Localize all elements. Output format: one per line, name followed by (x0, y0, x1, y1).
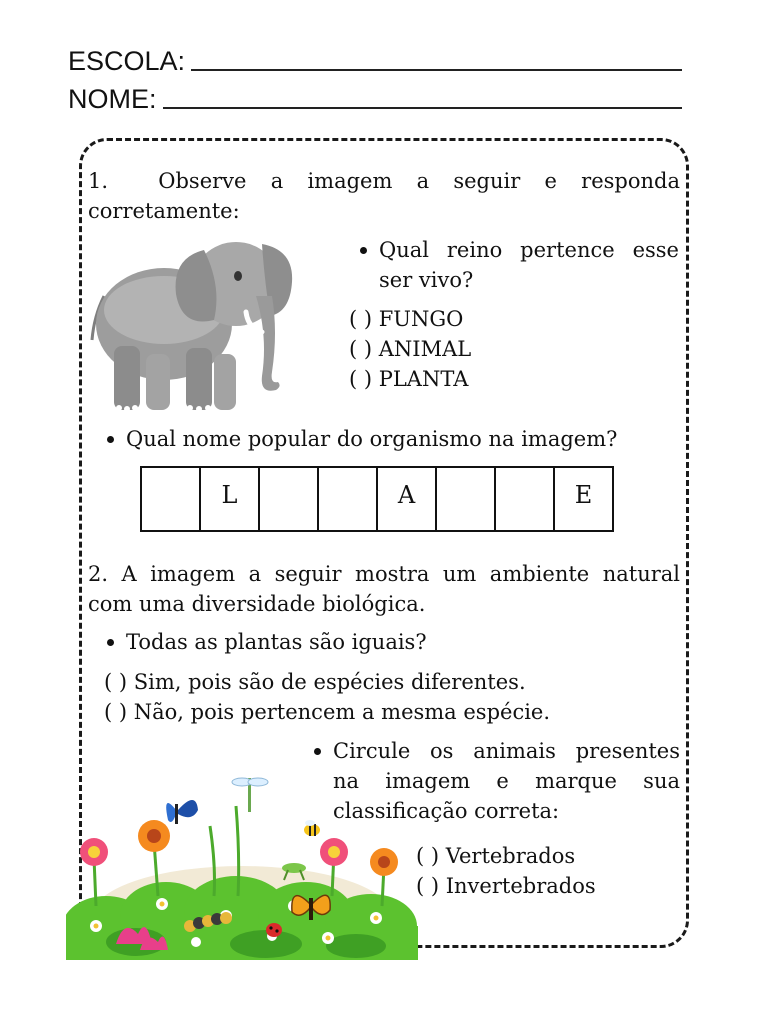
option-fungo[interactable]: ( ) FUNGO (349, 307, 464, 331)
word-cell[interactable] (494, 466, 555, 532)
school-label: ESCOLA: (68, 46, 186, 76)
orange-flower (370, 848, 398, 876)
word-cell[interactable] (435, 466, 496, 532)
bee-icon (304, 820, 320, 836)
elephant-leg (146, 354, 170, 410)
pink-flower (320, 838, 348, 866)
name-label: NOME: (68, 84, 157, 114)
option-animal[interactable]: ( ) ANIMAL (349, 337, 472, 361)
elephant-leg (214, 354, 236, 410)
word-grid (140, 466, 614, 532)
elephant-leg (186, 348, 212, 410)
q2-text-line1: 2. A imagem a seguir mostra um ambiente natural (88, 562, 680, 586)
ladybug-icon (266, 923, 282, 937)
word-cell[interactable] (258, 466, 319, 532)
q2-sub2-line1: Circule os animais presentes (333, 736, 680, 766)
option-nao[interactable]: ( ) Não, pois pertencem a mesma espécie. (104, 700, 551, 724)
q2-sub2-line3: classificação correta: (333, 799, 560, 823)
q1-text-line1: 1. Observe a imagem a seguir e responda (88, 166, 680, 196)
name-field (68, 84, 682, 115)
orange-flower (138, 820, 170, 852)
elephant-eye (234, 271, 242, 281)
pink-flower (80, 838, 108, 866)
word-cell[interactable] (317, 466, 378, 532)
q2-sub1: Todas as plantas são iguais? (126, 627, 427, 657)
q1-sub2: Qual nome popular do organismo na imagem? (126, 424, 617, 454)
name-answer-line[interactable] (163, 107, 682, 109)
word-cell[interactable]: L (199, 466, 260, 532)
elephant-leg (114, 346, 140, 410)
garden-illustration (66, 766, 418, 960)
word-cell[interactable]: A (376, 466, 437, 532)
elephant-illustration (86, 236, 300, 416)
option-vertebrados[interactable]: ( ) Vertebrados (416, 844, 576, 868)
option-invertebrados[interactable]: ( ) Invertebrados (416, 874, 596, 898)
option-planta[interactable]: ( ) PLANTA (349, 367, 469, 391)
q2-text-line2: com uma diversidade biológica. (88, 592, 426, 616)
q1-sub1-line2: ser vivo? (379, 268, 474, 292)
school-field (68, 46, 682, 77)
option-sim[interactable]: ( ) Sim, pois são de espécies diferentes. (104, 670, 526, 694)
q2-sub2-line2: na imagem e marque sua (333, 769, 680, 793)
q1-sub1-line1: Qual reino pertence esse (379, 235, 679, 265)
word-cell[interactable]: E (553, 466, 614, 532)
q1-number: 1. (88, 169, 109, 193)
butterfly-icon (166, 800, 198, 824)
word-cell[interactable] (140, 466, 201, 532)
q1-text-line2: corretamente: (88, 199, 240, 223)
school-answer-line[interactable] (191, 69, 682, 71)
